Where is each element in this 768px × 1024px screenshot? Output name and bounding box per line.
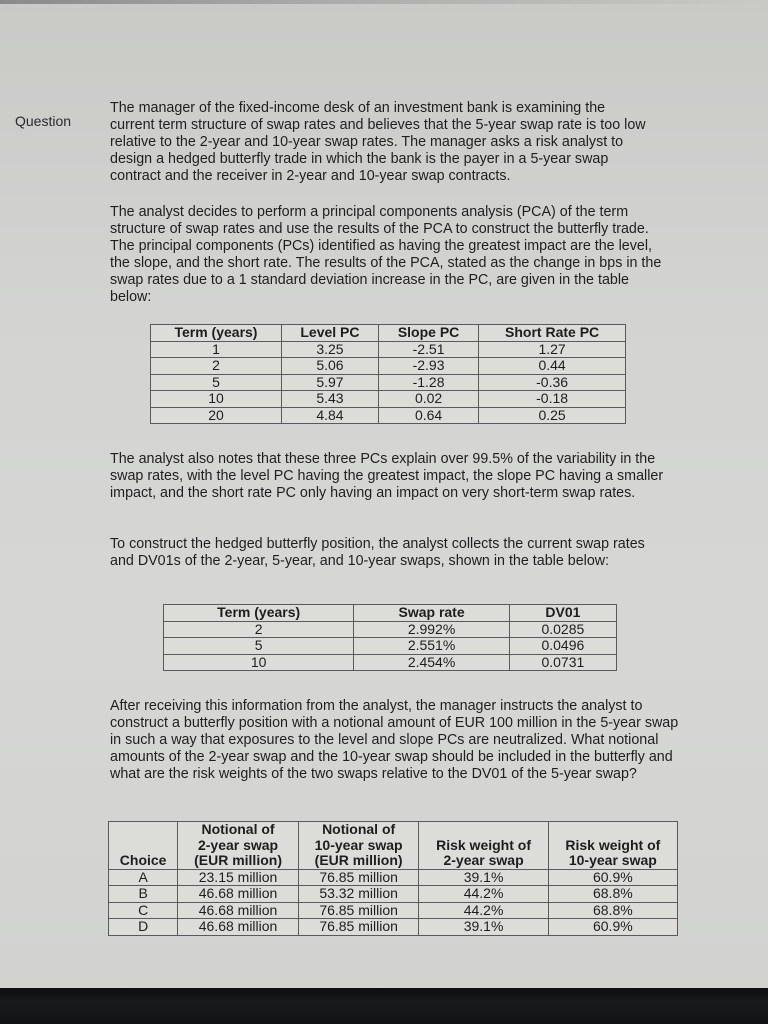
table-row	[164, 638, 617, 655]
table-cell: 1	[151, 341, 282, 358]
table-cell: 20	[151, 407, 282, 424]
header-line: 10-year swap	[568, 852, 657, 868]
table-cell: 0.02	[378, 391, 478, 408]
screen-top-edge	[0, 0, 768, 4]
table-cell: -1.28	[378, 374, 478, 391]
column-header: Level PC	[281, 325, 378, 342]
table-cell: 3.25	[281, 341, 378, 358]
answer-choices-table	[108, 821, 678, 936]
table-cell: 5.97	[281, 374, 378, 391]
header-line: 2-year swap	[197, 836, 279, 853]
table-cell: 2.551%	[354, 638, 509, 655]
header-line: (EUR million)	[194, 852, 282, 868]
column-header-notional-10y	[298, 822, 419, 870]
column-header: Term (years)	[164, 605, 354, 622]
choice-letter: B	[109, 886, 178, 903]
column-header-risk-10y	[548, 822, 677, 870]
header-line: Notional of	[322, 821, 396, 837]
header-line: Notional of	[201, 821, 275, 837]
table-cell: 2.454%	[354, 654, 509, 671]
pca-results-table	[150, 324, 626, 424]
table-row	[151, 407, 626, 424]
paragraph-instruction: After receiving this information from the analyst, the manager instructs the analyst to construct a butterfly position with a notional amount of EUR 100 million in the 5-year swap in such a way that exposures to the level and slope PCs are neutralized. What notional amounts of the 2-year swap and the 10-year swap should be included in the butterfly and what are the risk weights of the two swaps relative to the DV01 of the 5-year swap?	[110, 698, 679, 782]
table-cell: 44.2%	[419, 886, 548, 903]
table-cell: -2.93	[378, 358, 478, 375]
table-cell: 2	[151, 358, 282, 375]
table-cell: 23.15 million	[178, 869, 299, 886]
table-cell: 46.68 million	[178, 902, 299, 919]
table-cell: 53.32 million	[298, 886, 419, 903]
paragraph-variability: The analyst also notes that these three PCs explain over 99.5% of the variability in the swap rates, with the level PC having the greatest impact, the slope PC having a smaller impact, and the short rate PC only having an impact on very short-term swap rates.	[110, 451, 664, 501]
table-cell: 2	[164, 621, 354, 638]
table-cell: 10	[151, 391, 282, 408]
table-row	[164, 654, 617, 671]
choice-row-a	[109, 869, 678, 886]
table-cell: 2.992%	[354, 621, 509, 638]
header-line: 10-year swap	[314, 836, 403, 853]
table-cell: 46.68 million	[178, 919, 299, 936]
column-header-notional-2y	[178, 822, 299, 870]
choice-letter: A	[109, 869, 178, 886]
header-line: 2-year swap	[443, 852, 524, 868]
table-header-row	[109, 822, 678, 870]
table-row	[151, 391, 626, 408]
table-row	[151, 374, 626, 391]
table-cell: 76.85 million	[298, 919, 419, 936]
table-cell: 10	[164, 654, 354, 671]
header-line: Choice	[119, 852, 167, 868]
choice-row-c	[109, 902, 678, 919]
table-cell: -2.51	[378, 341, 478, 358]
choice-row-d	[109, 919, 678, 936]
table-cell: 0.0285	[509, 621, 616, 638]
table-cell: -0.18	[479, 391, 626, 408]
choice-letter: C	[109, 902, 178, 919]
header-line: Risk weight of	[565, 836, 661, 853]
table-cell: 68.8%	[548, 902, 677, 919]
table-cell: 60.9%	[548, 869, 677, 886]
table-cell: 5.43	[281, 391, 378, 408]
header-line: Risk weight of	[436, 836, 531, 853]
table-cell: 76.85 million	[298, 869, 419, 886]
table-cell: 5.06	[281, 358, 378, 375]
choice-row-b	[109, 886, 678, 903]
question-label: Question	[15, 113, 72, 129]
column-header: Term (years)	[151, 325, 282, 342]
column-header-risk-2y	[419, 822, 548, 870]
column-header: Swap rate	[354, 605, 509, 622]
paragraph-pca: The analyst decides to perform a principal components analysis (PCA) of the term structure of swap rates and use the results of the PCA to construct the butterfly trade. The principal components (PCs) identified as having the greatest impact are the level, the slope, and the short rate. The results of the PCA, stated as the change in bps in the swap rates due to a 1 standard deviation increase in the PC, are given in the table below:	[110, 204, 662, 305]
table-cell: 39.1%	[419, 869, 548, 886]
table-cell: 60.9%	[548, 919, 677, 936]
table-cell: 39.1%	[419, 919, 548, 936]
swap-rates-table	[163, 604, 617, 671]
table-cell: 76.85 million	[298, 902, 419, 919]
table-cell: 5	[151, 374, 282, 391]
table-cell: 0.0731	[509, 654, 616, 671]
column-header-choice	[109, 822, 178, 870]
table-cell: 68.8%	[548, 886, 677, 903]
table-cell: 4.84	[281, 407, 378, 424]
choice-letter: D	[109, 919, 178, 936]
table-cell: 0.0496	[509, 638, 616, 655]
table-cell: 46.68 million	[178, 886, 299, 903]
table-cell: 1.27	[479, 341, 626, 358]
table-header-row	[151, 325, 626, 342]
table-cell: 0.25	[479, 407, 626, 424]
table-cell: 0.44	[479, 358, 626, 375]
column-header: DV01	[509, 605, 616, 622]
column-header: Slope PC	[378, 325, 478, 342]
table-cell: 5	[164, 638, 354, 655]
table-row	[151, 341, 626, 358]
table-header-row	[164, 605, 617, 622]
paragraph-intro: The manager of the fixed-income desk of an investment bank is examining the current term structure of swap rates and believes that the 5-year swap rate is too low relative to the 2-year and 10-year swap rates. The manager asks a risk analyst to design a hedged butterfly trade in which the bank is the payer in a 5-year swap contract and the receiver in 2-year and 10-year swap contracts.	[110, 100, 646, 184]
paragraph-dv01: To construct the hedged butterfly position, the analyst collects the current swap rates and DV01s of the 2-year, 5-year, and 10-year swaps, shown in the table below:	[110, 536, 645, 569]
table-cell: 0.64	[378, 407, 478, 424]
table-cell: 44.2%	[419, 902, 548, 919]
column-header: Short Rate PC	[479, 325, 626, 342]
header-line: (EUR million)	[314, 852, 403, 868]
table-row	[164, 621, 617, 638]
table-cell: -0.36	[479, 374, 626, 391]
table-row	[151, 358, 626, 375]
monitor-bezel	[0, 988, 768, 1024]
